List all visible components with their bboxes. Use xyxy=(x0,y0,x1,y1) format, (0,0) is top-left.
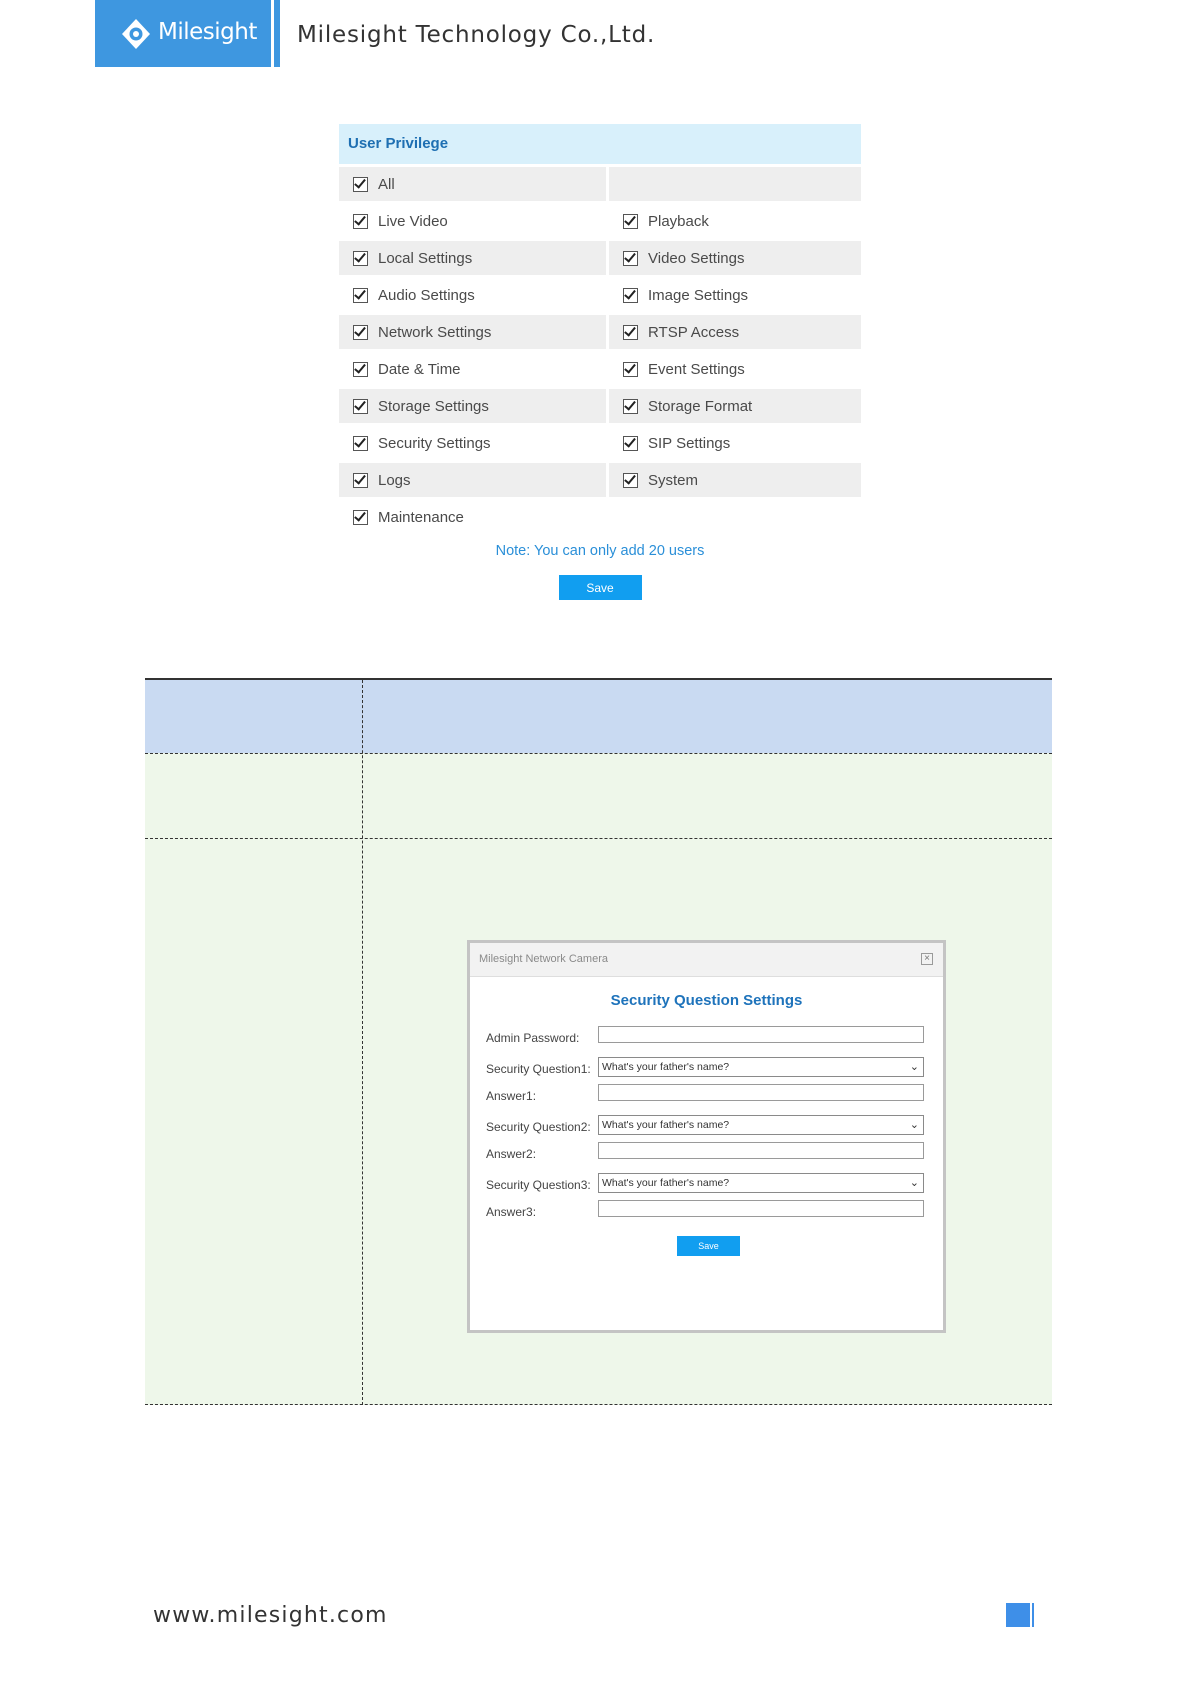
admin-password-row xyxy=(486,1025,931,1052)
question3-value: What's your father's name? xyxy=(602,1177,730,1189)
privilege-label: Maintenance xyxy=(378,508,464,526)
privilege-cell xyxy=(609,463,861,497)
question2-select[interactable] xyxy=(598,1115,924,1135)
privilege-cell xyxy=(339,204,606,238)
privilege-cell xyxy=(609,500,861,534)
checkbox-checked-icon[interactable] xyxy=(353,251,368,266)
page-marker-bar xyxy=(1032,1603,1034,1627)
company-name: Milesight Technology Co.,Ltd. xyxy=(297,22,656,48)
chevron-down-icon: ⌄ xyxy=(909,1061,919,1073)
privilege-cell xyxy=(339,315,606,349)
dialog-titlebar xyxy=(470,943,943,977)
user-privilege-panel xyxy=(339,124,861,600)
question2-label: Security Question2: xyxy=(486,1120,591,1134)
row-divider xyxy=(145,838,1052,839)
user-privilege-title: User Privilege xyxy=(339,124,861,164)
privilege-row xyxy=(339,204,861,238)
privilege-row xyxy=(339,315,861,349)
checkbox-checked-icon[interactable] xyxy=(623,399,638,414)
checkbox-checked-icon[interactable] xyxy=(623,288,638,303)
privilege-label: Image Settings xyxy=(648,286,749,304)
question1-label: Security Question1: xyxy=(486,1062,591,1076)
question3-label: Security Question3: xyxy=(486,1178,591,1192)
column-divider xyxy=(362,680,363,1405)
header-divider xyxy=(274,0,280,67)
privilege-cell xyxy=(609,352,861,386)
dialog-window-title: Milesight Network Camera xyxy=(479,953,608,965)
checkbox-checked-icon[interactable] xyxy=(623,436,638,451)
privilege-cell xyxy=(609,315,861,349)
privilege-label: SIP Settings xyxy=(648,434,731,452)
privilege-row xyxy=(339,241,861,275)
question1-select[interactable] xyxy=(598,1057,924,1077)
answer2-field[interactable] xyxy=(598,1142,924,1159)
user-limit-note: Note: You can only add 20 users xyxy=(495,543,705,559)
checkbox-checked-icon[interactable] xyxy=(623,251,638,266)
privilege-cell xyxy=(609,241,861,275)
privilege-label: Date & Time xyxy=(378,360,461,378)
chevron-down-icon: ⌄ xyxy=(909,1177,919,1189)
privilege-cell xyxy=(339,167,606,201)
question3-select[interactable] xyxy=(598,1173,924,1193)
checkbox-checked-icon[interactable] xyxy=(353,399,368,414)
question1-value: What's your father's name? xyxy=(602,1061,730,1073)
privilege-label: Playback xyxy=(648,212,709,230)
milesight-logo-icon xyxy=(119,17,153,51)
security-question-dialog xyxy=(467,940,946,1333)
answer2-label: Answer2: xyxy=(486,1147,537,1161)
answer1-field[interactable] xyxy=(598,1084,924,1101)
privilege-cell xyxy=(609,167,861,201)
answer3-label: Answer3: xyxy=(486,1205,537,1219)
dialog-save-button[interactable]: Save xyxy=(677,1236,740,1256)
checkbox-checked-icon[interactable] xyxy=(623,473,638,488)
privilege-label: Audio Settings xyxy=(378,286,475,304)
logo-text: Milesight xyxy=(158,19,257,45)
privilege-cell xyxy=(339,241,606,275)
privilege-row xyxy=(339,352,861,386)
answer3-row xyxy=(486,1199,931,1226)
checkbox-checked-icon[interactable] xyxy=(353,510,368,525)
privilege-cell xyxy=(609,389,861,423)
chevron-down-icon: ⌄ xyxy=(909,1119,919,1131)
privilege-label: System xyxy=(648,471,699,489)
question2-row xyxy=(486,1114,931,1141)
privilege-label: Event Settings xyxy=(648,360,745,378)
answer1-label: Answer1: xyxy=(486,1089,537,1103)
privilege-cell xyxy=(609,426,861,460)
answer1-row xyxy=(486,1083,931,1110)
privilege-cell xyxy=(609,204,861,238)
answer2-row xyxy=(486,1141,931,1168)
privilege-cell xyxy=(339,463,606,497)
checkbox-checked-icon[interactable] xyxy=(623,325,638,340)
privilege-label: Security Settings xyxy=(378,434,491,452)
brand-logo xyxy=(95,0,271,67)
privilege-row xyxy=(339,463,861,497)
privilege-label: Local Settings xyxy=(378,249,473,267)
page-marker xyxy=(1006,1603,1030,1627)
checkbox-checked-icon[interactable] xyxy=(353,436,368,451)
footer-url: www.milesight.com xyxy=(153,1603,388,1628)
security-question-form xyxy=(486,1025,931,1226)
privilege-cell xyxy=(339,426,606,460)
privilege-label: Storage Format xyxy=(648,397,753,415)
privilege-row xyxy=(339,278,861,312)
table-header-row xyxy=(145,680,1052,753)
privilege-grid xyxy=(339,167,861,534)
privilege-cell xyxy=(339,389,606,423)
privilege-label: RTSP Access xyxy=(648,323,740,341)
dialog-heading: Security Question Settings xyxy=(610,992,803,1009)
table-row xyxy=(145,753,1052,838)
privilege-cell xyxy=(339,352,606,386)
answer3-field[interactable] xyxy=(598,1200,924,1217)
close-icon[interactable]: × xyxy=(921,953,933,965)
checkbox-checked-icon[interactable] xyxy=(353,214,368,229)
question3-row xyxy=(486,1172,931,1199)
privilege-cell xyxy=(339,500,606,534)
privilege-label: Live Video xyxy=(378,212,448,230)
question1-row xyxy=(486,1056,931,1083)
row-divider xyxy=(145,753,1052,754)
admin-password-field[interactable] xyxy=(598,1026,924,1043)
table-bottom-border xyxy=(145,1404,1052,1405)
checkbox-checked-icon[interactable] xyxy=(353,473,368,488)
checkbox-checked-icon[interactable] xyxy=(353,177,368,192)
checkbox-checked-icon[interactable] xyxy=(623,362,638,377)
question2-value: What's your father's name? xyxy=(602,1119,730,1131)
privilege-row xyxy=(339,426,861,460)
privilege-label: Network Settings xyxy=(378,323,492,341)
privilege-cell xyxy=(339,278,606,312)
privilege-label: Video Settings xyxy=(648,249,745,267)
privilege-row xyxy=(339,389,861,423)
privilege-label: All xyxy=(378,175,395,193)
privilege-row xyxy=(339,500,861,534)
privilege-label: Storage Settings xyxy=(378,397,489,415)
checkbox-checked-icon[interactable] xyxy=(353,288,368,303)
checkbox-checked-icon[interactable] xyxy=(353,325,368,340)
privilege-label: Logs xyxy=(378,471,411,489)
checkbox-checked-icon[interactable] xyxy=(353,362,368,377)
privilege-save-button[interactable]: Save xyxy=(559,575,642,600)
privilege-row xyxy=(339,167,861,201)
admin-password-label: Admin Password: xyxy=(486,1031,580,1045)
checkbox-checked-icon[interactable] xyxy=(623,214,638,229)
privilege-cell xyxy=(609,278,861,312)
